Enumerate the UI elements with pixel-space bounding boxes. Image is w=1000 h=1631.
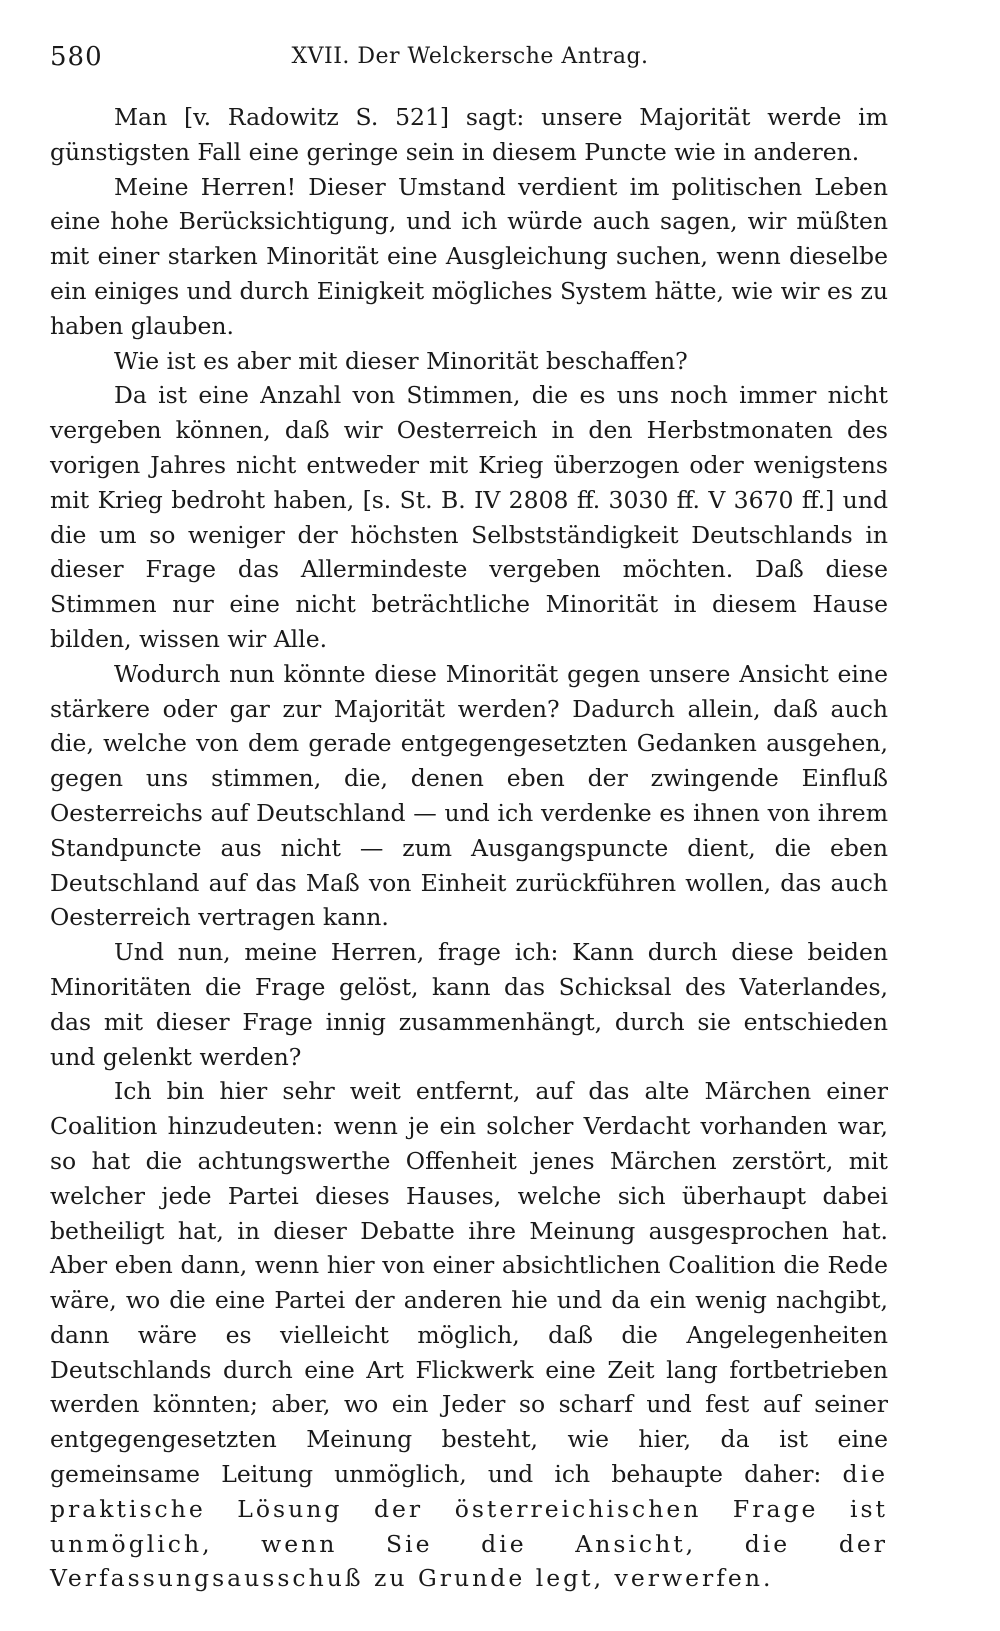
page-number: 580 [50,42,103,72]
paragraph: Da ist eine Anzahl von Stimmen, die es uns noch immer nicht vergeben können, daß wir Oesterreich in den Herbstmonaten des vorigen Jahres nicht entweder mit Krieg überzogen oder wenigstens mit Krieg bedroht haben, [s. St. B. IV 2808 ff. 3030 ff. V 3670 ff.] und die um so weniger der höchsten Selbstständigkeit Deutschlands in dieser Frage das Allermindeste vergeben möchten. Daß diese Stimmen nur eine nicht beträchtliche Minorität in diesem Hause bilden, wissen wir Alle. [50,381,888,653]
paragraph: Meine Herren! Dieser Umstand verdient im politischen Leben eine hohe Berücksichtigung, und ich würde auch sagen, wir müßten mit einer starken Minorität eine Ausgleichung suchen, wenn dieselbe ein einiges und durch Einigkeit mögliches System hätte, wie wir es zu haben glauben. [50,172,888,340]
paragraph-text: Ich bin hier sehr weit entfernt, auf das alte Märchen einer Coalition hinzudeuten: wenn je ein solcher Verdacht vorhanden war, so hat die achtungswerthe Offenheit jenes Märchen zerstört, mit welcher jede Partei dieses Hauses, welche sich überhaupt dabei betheiligt hat, in dieser Debatte ihre Meinung ausgesprochen hat. Aber eben dann, wenn hier von einer absichtlichen Coalition die Rede wäre, wo die eine Partei der anderen hie und da ein wenig nachgibt, dann wäre es vielleicht möglich, daß die Angelegenheiten Deutschlands durch eine Art Flickwerk eine Zeit lang fortbetrieben werden könnten; aber, wo ein Jeder so scharf und fest auf seiner entgegengesetzten Meinung besteht, wie hier, da ist eine gemeinsame Leitung unmöglich, und ich behaupte daher: [50,1077,888,1489]
paragraph: Wodurch nun könnte diese Minorität gegen unsere Ansicht eine stärkere oder gar zur Majorität werden? Dadurch allein, daß auch die, welche von dem gerade entgegengesetzten Gedanken ausgehen, gegen uns stimmen, die, denen eben der zwingende Einfluß Oesterreichs auf Deutschland — und ich verdenke es ihnen von ihrem Standpuncte aus nicht — zum Ausgangspuncte dient, die eben Deutschland auf das Maß von Einheit zurückführen wollen, das auch Oesterreich vertragen kann. [50,659,888,932]
paragraph: Und nun, meine Herren, frage ich: Kann durch diese beiden Minoritäten die Frage gelöst, kann das Schicksal des Vaterlandes, das mit dieser Frage innig zusammenhängt, durch sie entschieden und gelenkt werden? [50,938,888,1071]
running-head: XVII. Der Welckersche Antrag. [291,44,649,69]
paragraph-final [50,1074,888,1596]
page-header [50,42,890,82]
paragraph: Wie ist es aber mit dieser Minorität beschaffen? [114,346,688,375]
paragraph: Man [v. Radowitz S. 521] sagt: unsere Majorität werde im günstigsten Fall eine geringe sein in diesem Puncte wie in anderen. [50,103,888,166]
emphasized-text: die praktische Lösung der österreichischen Frage ist unmöglich, wenn Sie die Ansicht, die der Verfassungsausschuß zu Grunde legt, verwerfen. [50,1460,888,1593]
page-body [50,100,888,1596]
